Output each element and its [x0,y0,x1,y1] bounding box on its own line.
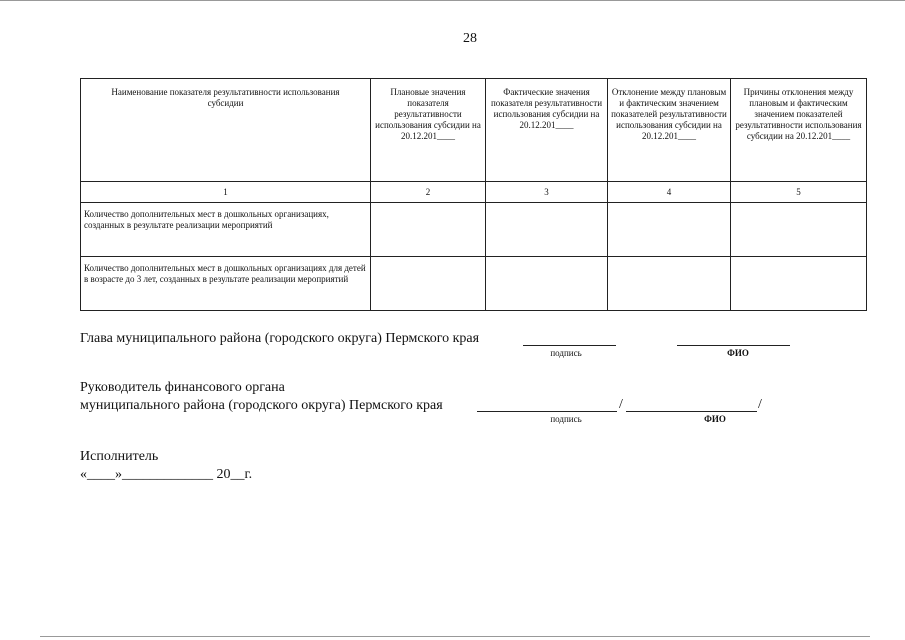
planned-value-cell[interactable] [371,257,486,311]
row-label: Количество дополнительных мест в дошкольных организациях, созданных в результате реализации мероприятий [81,203,371,257]
header-planned-values: Плановые значения показателя результативности использования субсидии на 20.12.201____ [371,79,486,182]
column-number: 5 [731,182,867,203]
column-number: 4 [608,182,731,203]
finance-head-title: Руководитель финансового органа [80,380,285,395]
reason-cell[interactable] [731,203,867,257]
finance-signature-line[interactable] [477,411,617,412]
table-row [81,257,867,311]
column-number-row [81,182,867,203]
planned-value-cell[interactable] [371,203,486,257]
executor-label: Исполнитель [80,449,159,464]
finance-name-caption: ФИО [704,414,726,424]
head-signature-line[interactable] [523,345,616,346]
finance-signature-caption: подпись [550,414,582,424]
finance-name-line[interactable] [626,411,757,412]
header-indicator-name: Наименование показателя результативности использования субсидии [81,79,371,182]
header-deviation-reasons: Причины отклонения между плановым и фактическим значением показателей результативности использования субсидии на 20.12.201____ [731,79,867,182]
column-number: 3 [486,182,608,203]
bottom-edge-line [40,636,870,637]
head-name-line[interactable] [677,345,790,346]
actual-value-cell[interactable] [486,257,608,311]
head-name-caption: ФИО [727,348,749,358]
table-row [81,203,867,257]
column-number: 2 [371,182,486,203]
deviation-cell[interactable] [608,203,731,257]
row-label: Количество дополнительных мест в дошкольных организациях для детей в возрасте до 3 лет, созданных в результате реализации мероприятий [81,257,371,311]
table-header-row [81,79,867,182]
head-title: Глава муниципального района (городского округа) Пермского края [80,331,480,346]
reason-cell[interactable] [731,257,867,311]
executor-date-line[interactable]: «____»_____________ 20__г. [80,467,253,482]
finance-separator-left: / [619,397,623,412]
header-actual-values: Фактические значения показателя результативности использования субсидии на 20.12.201____ [486,79,608,182]
subsidy-results-table [80,78,867,311]
column-number: 1 [81,182,371,203]
page-number: 28 [463,31,477,46]
head-signature-caption: подпись [550,348,582,358]
deviation-cell[interactable] [608,257,731,311]
top-edge-line [0,0,905,1]
finance-separator-right: / [758,397,762,412]
header-deviation: Отклонение между плановым и фактическим значением показателей результативности использования субсидии на 20.12.201____ [608,79,731,182]
finance-head-subtitle: муниципального района (городского округа) Пермского края [80,398,443,413]
actual-value-cell[interactable] [486,203,608,257]
